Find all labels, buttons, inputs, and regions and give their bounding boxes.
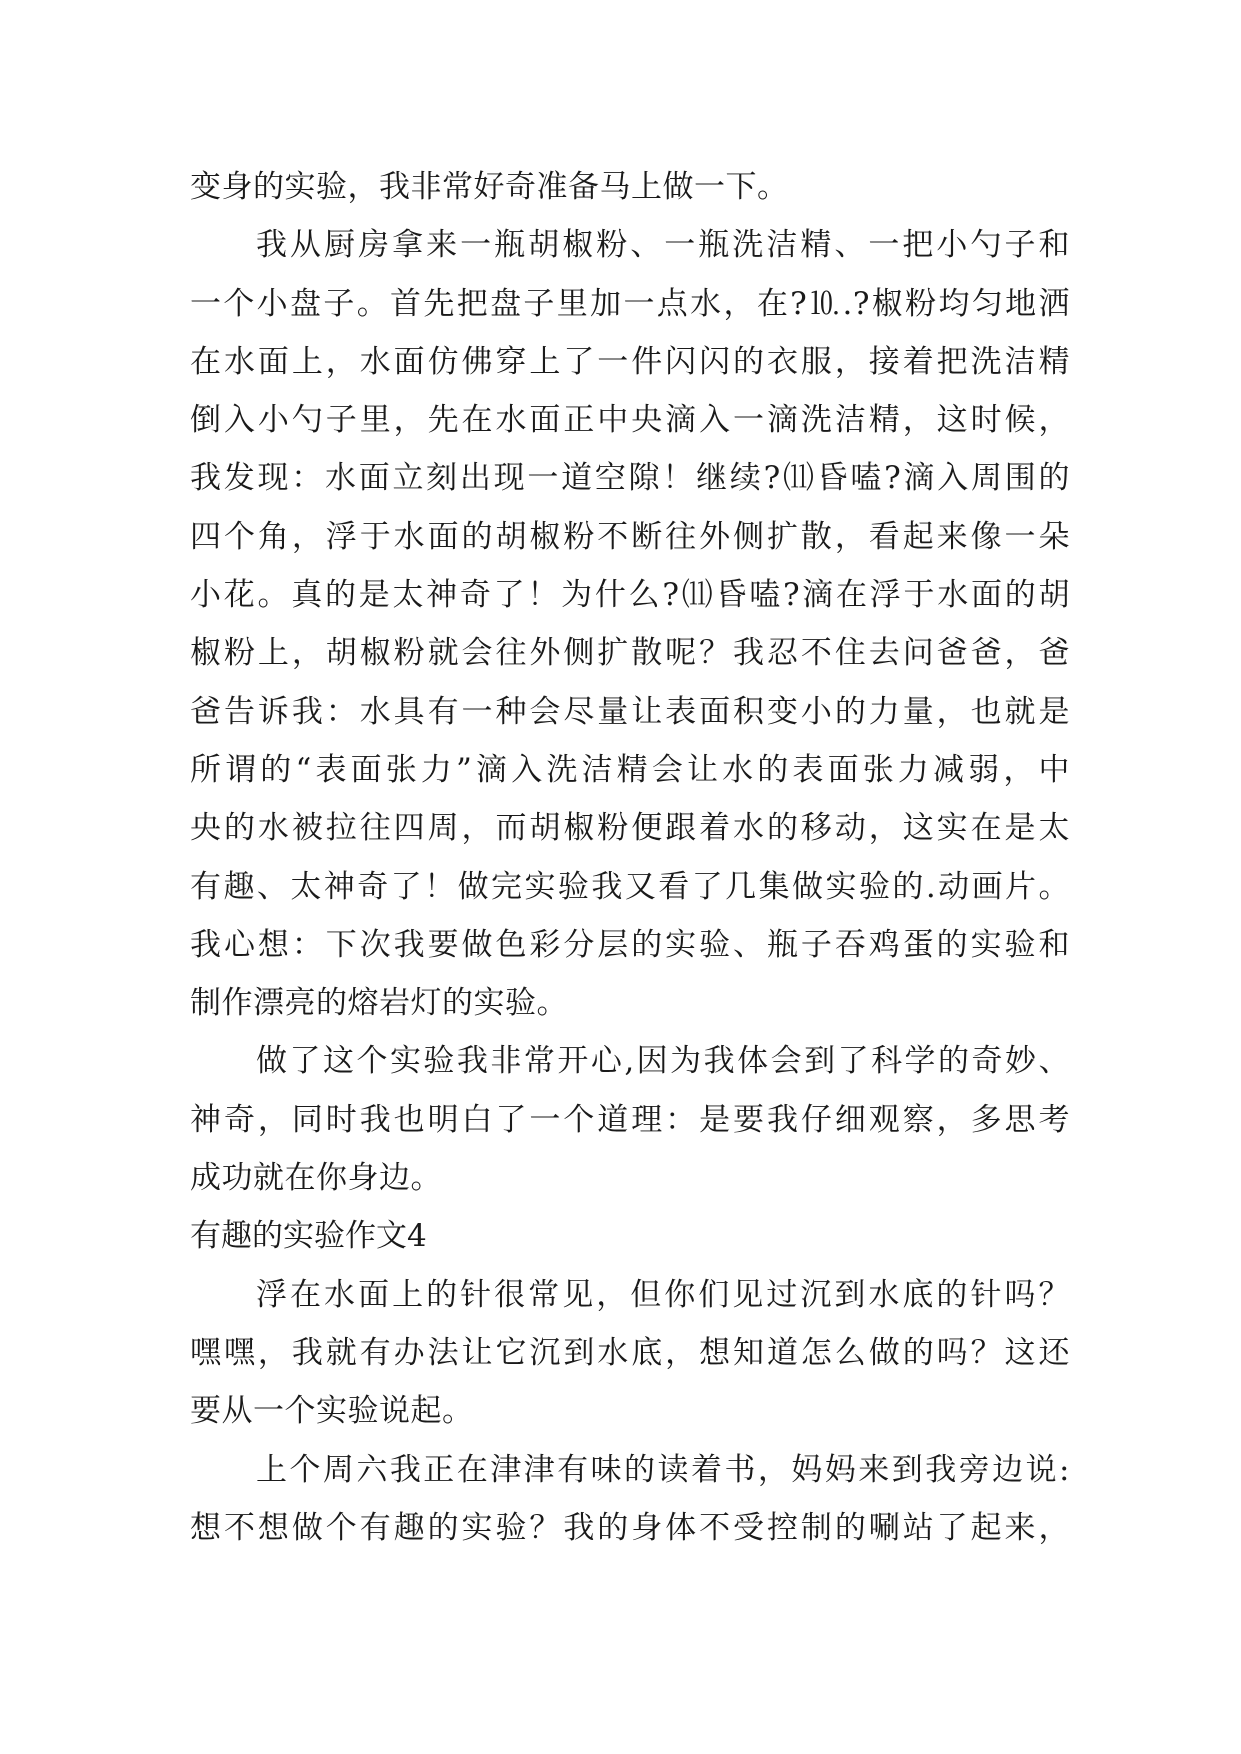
text-line: 椒粉上，胡椒粉就会往外侧扩散呢？我忍不住去问爸爸，爸: [190, 635, 1070, 672]
text-line: 嘿嘿，我就有办法让它沉到水底，想知道怎么做的吗？这还: [190, 1334, 1070, 1371]
text-line: 央的水被拉往四周，而胡椒粉便跟着水的移动，这实在是太: [190, 810, 1070, 847]
text-line: 成功就在你身边。: [190, 1160, 442, 1197]
text-line: 小花。真的是太神奇了！为什么?⑾昏嗑?滴在浮于水面的胡: [190, 577, 1070, 614]
text-line: 神奇，同时我也明白了一个道理：是要我仔细观察，多思考: [190, 1101, 1070, 1138]
text-line: 倒入小勺子里，先在水面正中央滴入一滴洗洁精，这时候，: [190, 402, 1070, 439]
text-line: 制作漂亮的熔岩灯的实验。: [190, 985, 568, 1022]
text-line: 上个周六我正在津津有味的读着书，妈妈来到我旁边说:: [256, 1451, 1070, 1488]
text-line: 我发现：水面立刻出现一道空隙！继续?⑾昏嗑?滴入周围的: [190, 460, 1070, 497]
text-line: 浮在水面上的针很常见，但你们见过沉到水底的针吗？: [256, 1276, 1070, 1313]
text-line: 所谓的“表面张力”滴入洗洁精会让水的表面张力减弱，中: [190, 751, 1070, 788]
text-line: 做了这个实验我非常开心,因为我体会到了科学的奇妙、: [256, 1043, 1070, 1080]
text-line: 在水面上，水面仿佛穿上了一件闪闪的衣服，接着把洗洁精: [190, 343, 1070, 380]
text-line: 爸告诉我：水具有一种会尽量让表面积变小的力量，也就是: [190, 693, 1070, 730]
text-line: 变身的实验，我非常好奇准备马上做一下。: [190, 169, 789, 205]
text-line: 一个小盘子。首先把盘子里加一点水，在?⒑.?椒粉均匀地洒: [190, 285, 1070, 322]
document-body: [190, 158, 1070, 1557]
text-line: 我从厨房拿来一瓶胡椒粉、一瓶洗洁精、一把小勺子和: [256, 227, 1070, 264]
text-line: 要从一个实验说起。: [190, 1393, 474, 1430]
section-heading: 有趣的实验作文4: [190, 1218, 427, 1255]
text-line: 有趣、太神奇了！做完实验我又看了几集做实验的.动画片。: [190, 868, 1070, 905]
text-line: 想不想做个有趣的实验？我的身体不受控制的唰站了起来，: [190, 1509, 1070, 1546]
text-line: 四个角，浮于水面的胡椒粉不断往外侧扩散，看起来像一朵: [190, 518, 1070, 555]
text-line: 我心想：下次我要做色彩分层的实验、瓶子吞鸡蛋的实验和: [190, 926, 1070, 963]
